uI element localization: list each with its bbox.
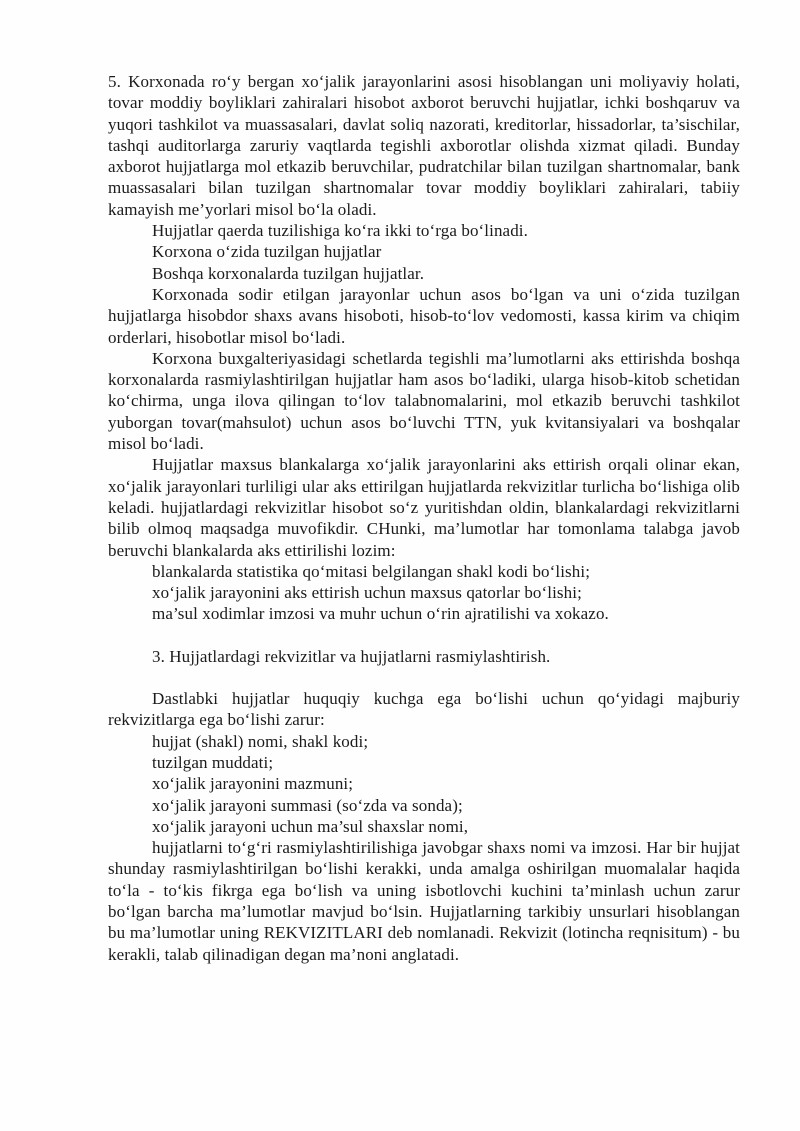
paragraph: hujjatlarni to‘g‘ri rasmiylashtirilishiga javobgar shaxs nomi va imzosi. Har bir hujjat shunday rasmiylashtirilgan bo‘lishi kerakki, unda amalga oshirilgan muomalalar haqida to‘la - to‘kis fikrga ega bo‘lish va uning isbotlovchi kuchini ta’minlash uchun zarur bo‘lgan barcha ma’lumotlar mavjud bo‘lsin. Hujjatlarning tarkibiy unsurlari hisoblangan bu ma’lumotlar uning REKVIZITLARI deb nomlanadi. Rekvizit (lotincha reqnisitum) - bu kerakli, talab qilinadigan degan ma’noni anglatadi. (108, 838, 740, 964)
paragraph: xo‘jalik jarayoni uchun ma’sul shaxslar nomi, (152, 816, 469, 836)
scanned-document-page (108, 71, 740, 965)
paragraph: ma’sul xodimlar imzosi va muhr uchun o‘rin ajratilishi va xokazo. (152, 604, 609, 624)
paragraph: Korxona o‘zida tuzilgan hujjatlar (152, 242, 382, 262)
paragraph: xo‘jalik jarayonini mazmuni; (152, 774, 354, 794)
section-heading: 3. Hujjatlardagi rekvizitlar va hujjatlarni rasmiylashtirish. (152, 646, 551, 666)
paragraph: blankalarda statistika qo‘mitasi belgilangan shakl kodi bo‘lishi; (152, 561, 591, 581)
paragraph: xo‘jalik jarayonini aks ettirish uchun maxsus qatorlar bo‘lishi; (152, 583, 582, 603)
paragraph: hujjat (shakl) nomi, shakl kodi; (152, 731, 369, 751)
paragraph: Dastlabki hujjatlar huquqiy kuchga ega bo‘lishi uchun qo‘yidagi majburiy rekvizitlarga ega bo‘lishi zarur: (108, 689, 740, 730)
paragraph: tuzilgan muddati; (152, 752, 274, 772)
paragraph: Boshqa korxonalarda tuzilgan hujjatlar. (152, 263, 425, 283)
paragraph: Hujjatlar maxsus blankalarga xo‘jalik jarayonlarini aks ettirish orqali olinar ekan, xo‘jalik jarayonlari turliligi ular aks ettirilgan hujjatlarda rekvizitlar turlicha bo‘lishiga olib keladi. hujjatlardagi rekvizitlar hisobot so‘z yuritishdan oldin, blankalardagi rekvizitlarni bilib olmoq maqsadga muvofikdir. CHunki, ma’lumotlar har tomonlama talabga javob beruvchi blankalarda aks ettirilishi lozim: (108, 455, 740, 560)
paragraph: Korxona buxgalteriyasidagi schetlarda tegishli ma’lumotlarni aks ettirishda boshqa korxonalarda rasmiylashtirilgan hujjatlar ham asos bo‘ladiki, ularga hisob-kitob schetidan ko‘chirma, unga ilova qilingan to‘lov talabnomalarini, mol etkazib beruvchi tashkilot yuborgan tovar(mahsulot) uchun asos bo‘luvchi TTN, yuk kvitansiyalari va boshqalar misol bo‘ladi. (108, 348, 740, 454)
paragraph: Korxonada sodir etilgan jarayonlar uchun asos bo‘lgan va uni o‘zida tuzilgan hujjatlarga hisobdor shaxs avans hisoboti, hisob-to‘lov vedomosti, kassa kirim va chiqim orderlari, hisobotlar misol bo‘ladi. (108, 284, 740, 347)
paragraph: Hujjatlar qaerda tuzilishiga ko‘ra ikki to‘rga bo‘linadi. (152, 221, 528, 241)
paragraph: 5. Korxonada ro‘y bergan xo‘jalik jarayonlarini asosi hisoblangan uni moliyaviy holati, tovar moddiy boyliklari zahiralari hisobot axborot beruvchi hujjatlar, ichki boshqaruv va yuqori tashkilot va muassasalari, davlat soliq nazorati, kreditorlar, hissadorlar, ta’sischilar, tashqi auditorlarga zaruriy vaqtlarda tegishli axborotlar olishda xizmat qiladi. Bunday axborot hujjatlarga mol etkazib beruvchilar, pudratchilar bilan tuzilgan shartnomalar, bank muassasalari bilan tuzilgan shartnomalar tovar moddiy boyliklari zahiralari, tabiiy kamayish me’yorlari misol bo‘la oladi. (108, 72, 740, 219)
paragraph: xo‘jalik jarayoni summasi (so‘zda va sonda); (152, 795, 463, 815)
